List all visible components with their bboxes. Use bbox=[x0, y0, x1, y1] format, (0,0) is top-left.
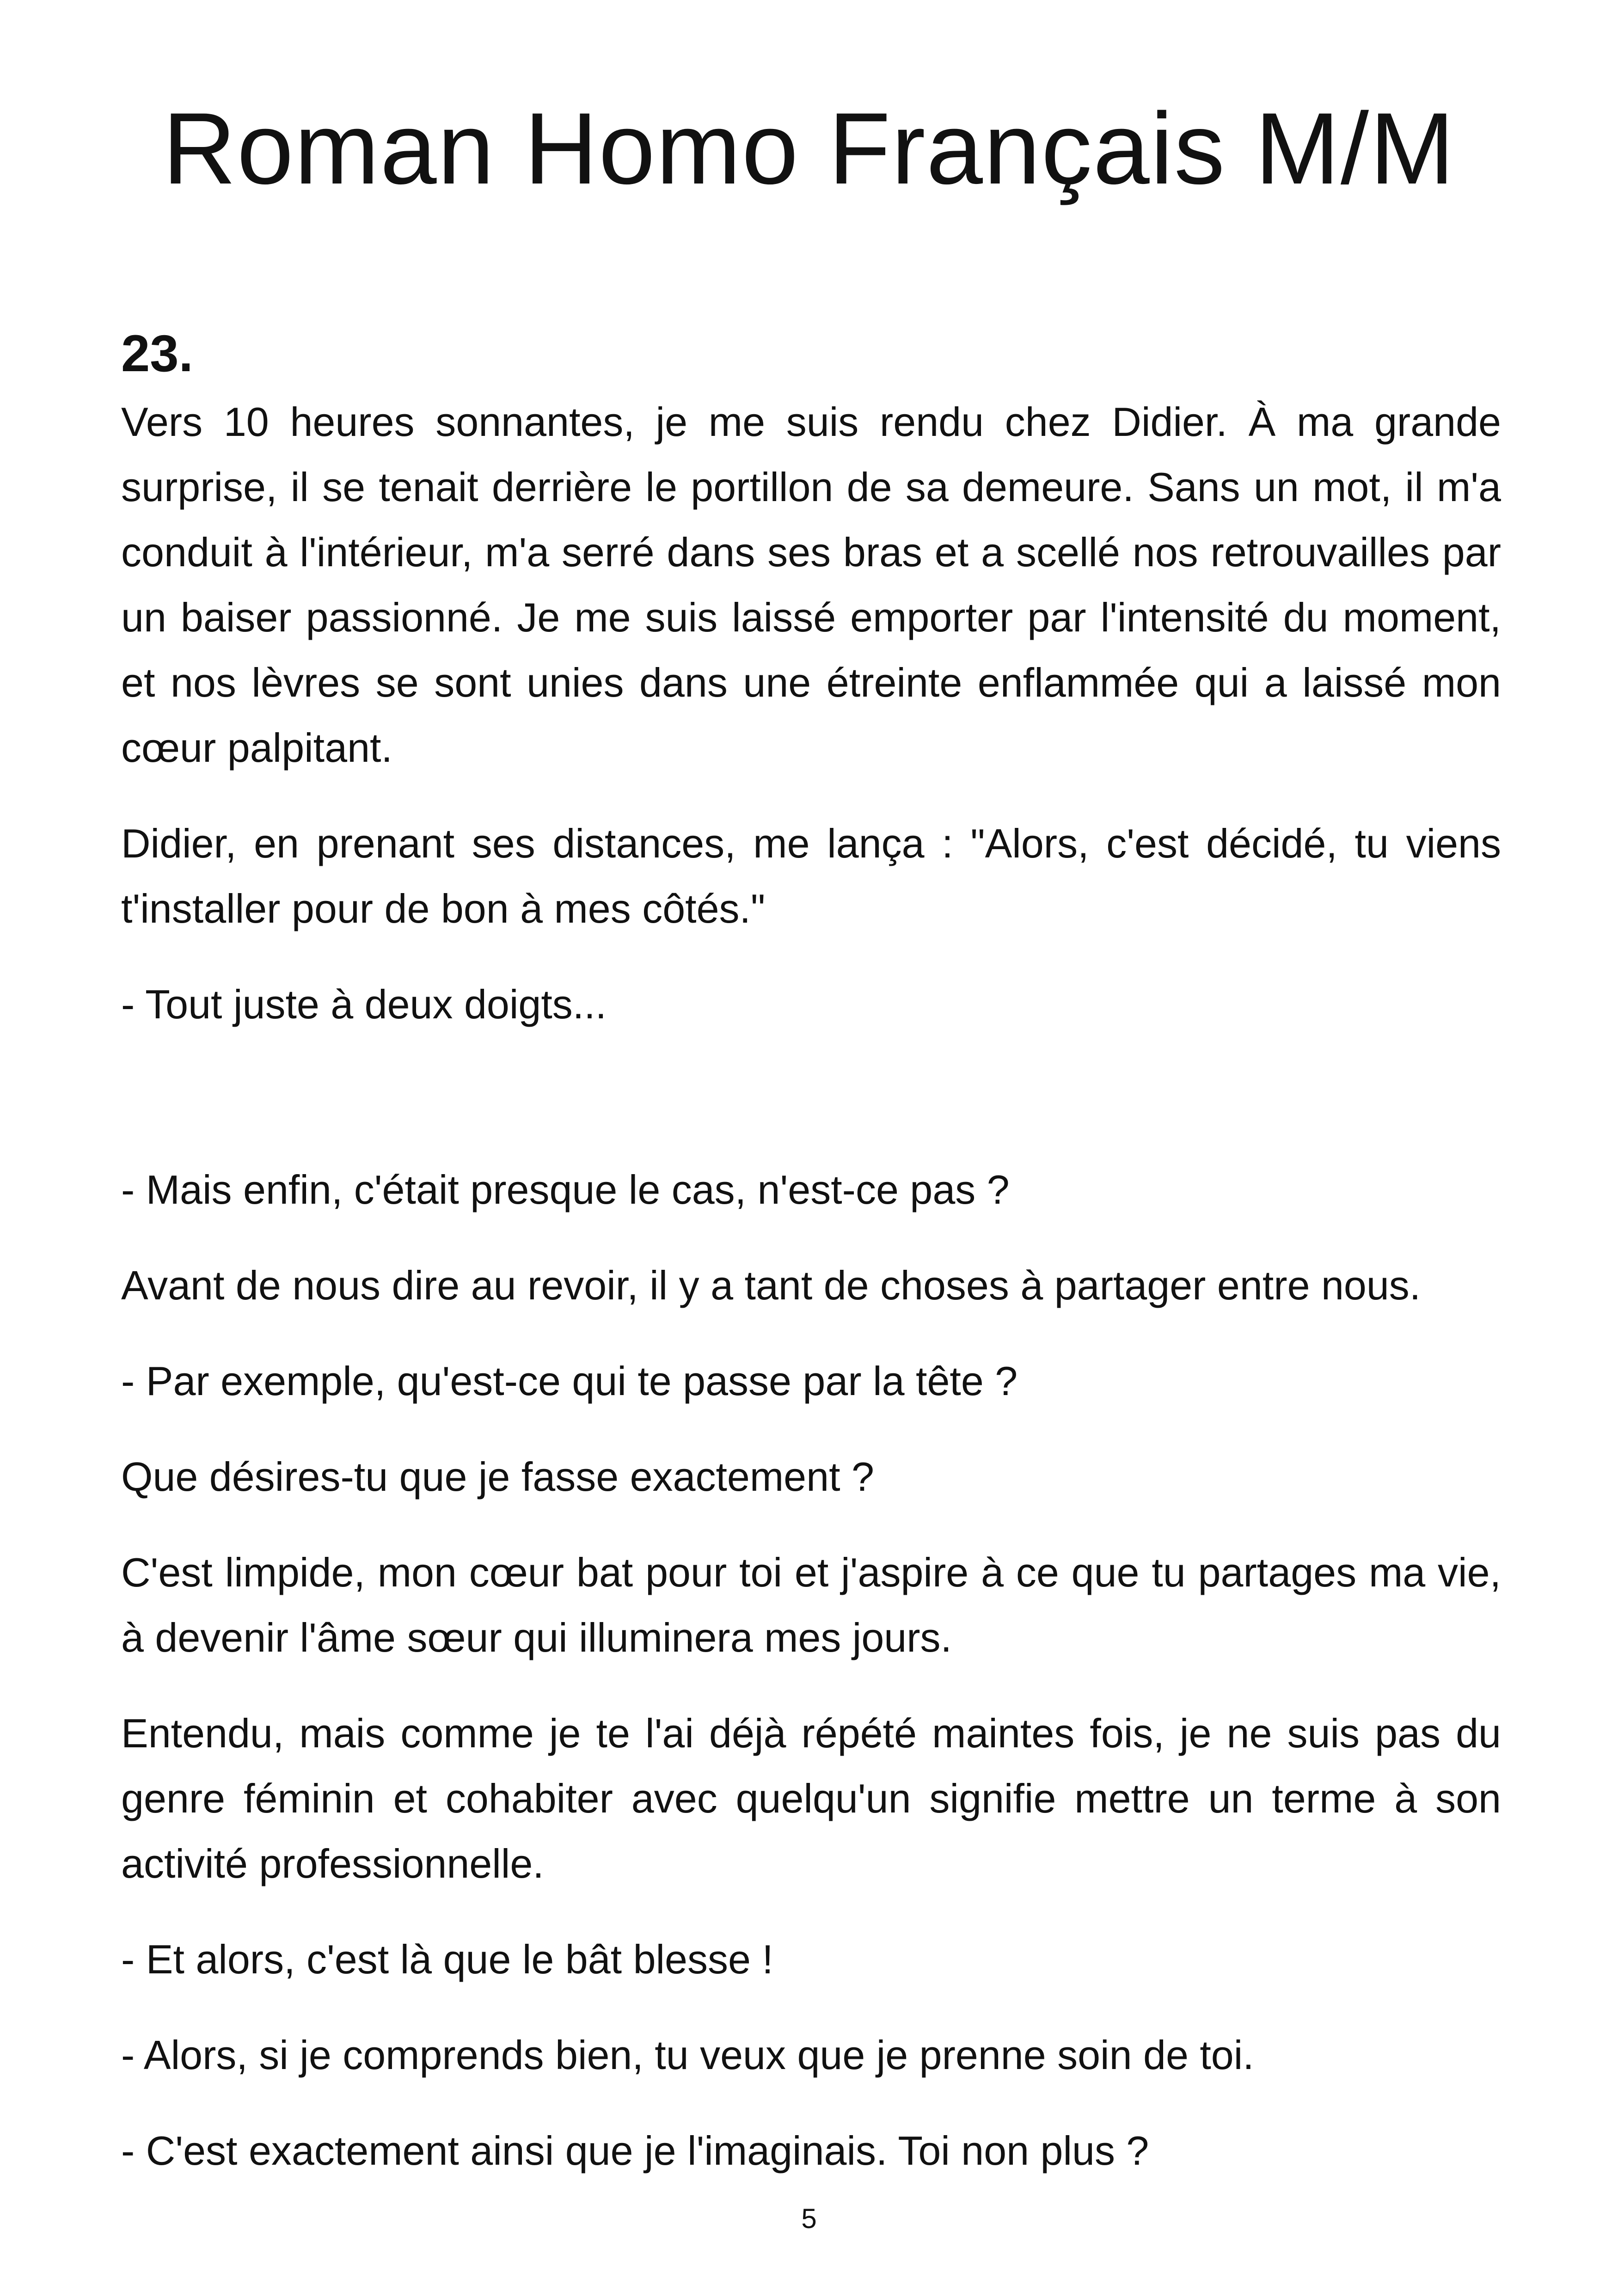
page-number: 5 bbox=[801, 2203, 817, 2234]
paragraph-11: - Alors, si je comprends bien, tu veux que je prenne soin de toi. bbox=[121, 2032, 1254, 2078]
paragraph-1: Vers 10 heures sonnantes, je me suis rendu chez Didier. À ma grande surprise, il se tenait derrière le portillon de sa demeure. Sans un mot, il m'a conduit à l'intérieur, m'a serré dans ses bras et a scellé nos retrouvailles par un baiser passionné. Je me suis laissé emporter par l'intensité du moment, et nos lèvres se sont unies dans une étreinte enflammée qui a laissé mon cœur palpitant. bbox=[121, 399, 1501, 771]
page-title: Roman Homo Français M/M bbox=[162, 92, 1456, 205]
chapter-number: 23. bbox=[121, 325, 193, 382]
paragraph-10: - Et alors, c'est là que le bât blesse ! bbox=[121, 1936, 773, 1982]
paragraph-8: C'est limpide, mon cœur bat pour toi et j'aspire à ce que tu partages ma vie, à devenir l'âme sœur qui illuminera mes jours. bbox=[121, 1549, 1501, 1660]
paragraph-5: Avant de nous dire au revoir, il y a tant de choses à partager entre nous. bbox=[121, 1262, 1421, 1308]
paragraph-7: Que désires-tu que je fasse exactement ? bbox=[121, 1454, 874, 1500]
paragraph-4: - Mais enfin, c'était presque le cas, n'est-ce pas ? bbox=[121, 1167, 1010, 1212]
paragraph-6: - Par exemple, qu'est-ce qui te passe par la tête ? bbox=[121, 1358, 1018, 1404]
paragraph-2: Didier, en prenant ses distances, me lança : "Alors, c'est décidé, tu viens t'installer pour de bon à mes côtés." bbox=[121, 820, 1501, 931]
paragraph-12: - C'est exactement ainsi que je l'imaginais. Toi non plus ? bbox=[121, 2128, 1149, 2174]
paragraph-3: - Tout juste à deux doigts... bbox=[121, 981, 607, 1027]
chapter-body bbox=[121, 319, 1501, 2214]
paragraph-9: Entendu, mais comme je te l'ai déjà répété maintes fois, je ne suis pas du genre féminin et cohabiter avec quelqu'un signifie mettre un terme à son activité professionnelle. bbox=[121, 1710, 1501, 1886]
